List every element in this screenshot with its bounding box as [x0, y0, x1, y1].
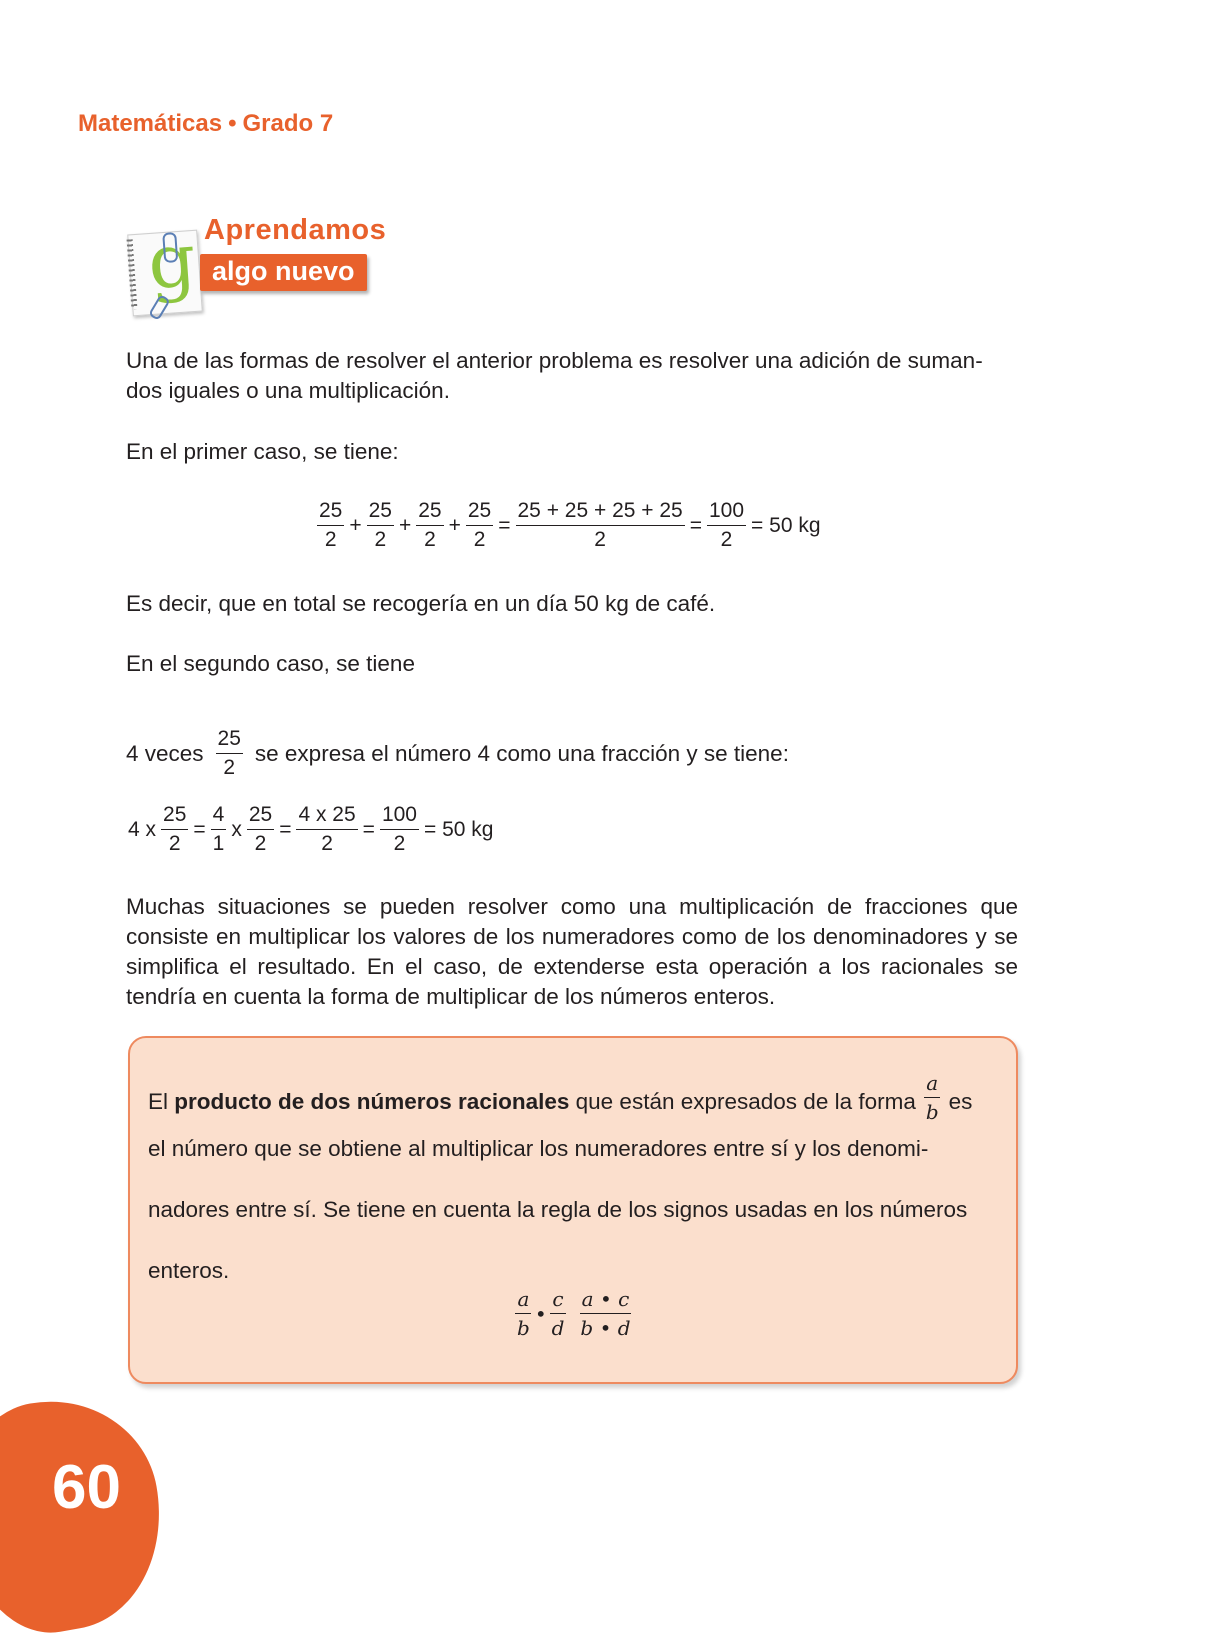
subject-label: Matemáticas [78, 110, 223, 137]
fraction: $\frac{c}{d}$ [551, 1287, 565, 1340]
times-lead: 4 veces [126, 740, 204, 766]
definition-line-1 [148, 1071, 998, 1129]
fraction: $\frac{25}{2}$ [319, 499, 343, 551]
fraction: $\frac{25}{2}$ [368, 499, 392, 551]
def-text: que están expresados de la forma [575, 1088, 916, 1114]
page-number: 60 [52, 1453, 121, 1522]
lead-term: 4 x [128, 817, 157, 841]
def-text: El [148, 1088, 169, 1114]
fraction: $\frac{100}{2}$ [381, 803, 417, 855]
fraction: $\frac{4 x 25}{2}$ [298, 803, 356, 855]
fraction: $\frac{25}{2}$ [248, 803, 273, 855]
equals-sign: = [689, 513, 702, 537]
grade-label: Grado 7 [242, 110, 334, 137]
paperclip-icon [162, 232, 178, 263]
def-term: producto de dos números racionales [174, 1088, 570, 1114]
intro-paragraph [126, 346, 1018, 406]
definition-line-2: el número que se obtiene al multiplicar los numeradores entre sí y los denomi- [148, 1136, 929, 1161]
result: = 50 kg [751, 513, 821, 537]
times-sign: x [231, 817, 242, 841]
equation-sum [316, 498, 825, 553]
conclusion-text: Es decir, que en total se recogería en un día 50 kg de café. [126, 591, 716, 616]
running-header [78, 110, 333, 138]
fraction: $\frac{25}{2}$ [467, 499, 492, 551]
definition-box [128, 1036, 1018, 1384]
fraction: $\frac{25}{2}$ [163, 803, 187, 855]
section-badge [126, 212, 386, 312]
definition-line-3: nadores entre sí. Se tiene en cuenta la regla de los signos usadas en los números [148, 1197, 968, 1222]
notebook-rings [127, 239, 138, 309]
plus-sign: + [448, 513, 461, 537]
definition-line-4: enteros. [148, 1258, 230, 1283]
equals-sign: = [279, 817, 292, 841]
intro-text: Una de las formas de resolver el anterior problema es resolver una adición de suman-dos iguales o una multiplicación. [126, 348, 983, 403]
equals-sign: = [498, 513, 511, 537]
equals-sign: = [193, 817, 206, 841]
explanation-paragraph: Muchas situaciones se pueden resolver como una multiplicación de fracciones que consiste en multiplicar los valores de los numeradores como de los denominadores y se simplifica el resultado. En el caso, de extenderse esta operación a los racionales se tendría en cuenta la forma de multiplicar de los números enteros. [126, 894, 1018, 1009]
equals-sign: = [362, 817, 375, 841]
first-case-label: En el primer caso, se tiene: [126, 439, 399, 464]
sum-fraction: $\frac{25 + 25 + 25 + 25}{2}$ [517, 499, 683, 551]
plus-sign: + [349, 513, 362, 537]
result: = 50 kg [423, 817, 494, 841]
fraction: $\frac{25}{2}$ [418, 499, 442, 551]
dot-operator: • [534, 1301, 547, 1326]
total-fraction: $\frac{100}{2}$ [709, 499, 745, 551]
badge-title: Aprendamos [204, 214, 387, 246]
fraction: $\frac{25}{2}$ [217, 727, 241, 779]
header-separator: • [228, 110, 237, 137]
badge-letter: g [145, 216, 199, 307]
second-case-label: En el segundo caso, se tiene [126, 651, 415, 676]
fraction-a-b: $\frac{a}{b}$ [925, 1071, 939, 1124]
fraction: $\frac{a • c}{b • d}$ [580, 1287, 631, 1340]
badge-subtitle: algo nuevo [200, 254, 367, 291]
def-text: es [948, 1088, 973, 1114]
times-line [126, 726, 789, 781]
fraction: $\frac{a}{b}$ [517, 1287, 530, 1340]
plus-sign: + [398, 513, 412, 537]
fraction: $\frac{4}{1}$ [212, 803, 225, 855]
product-formula [514, 1286, 634, 1341]
times-explanation: se expresa el número 4 como una fracción y se tiene: [254, 740, 789, 766]
equation-product [128, 802, 497, 857]
notebook-icon [127, 216, 203, 317]
